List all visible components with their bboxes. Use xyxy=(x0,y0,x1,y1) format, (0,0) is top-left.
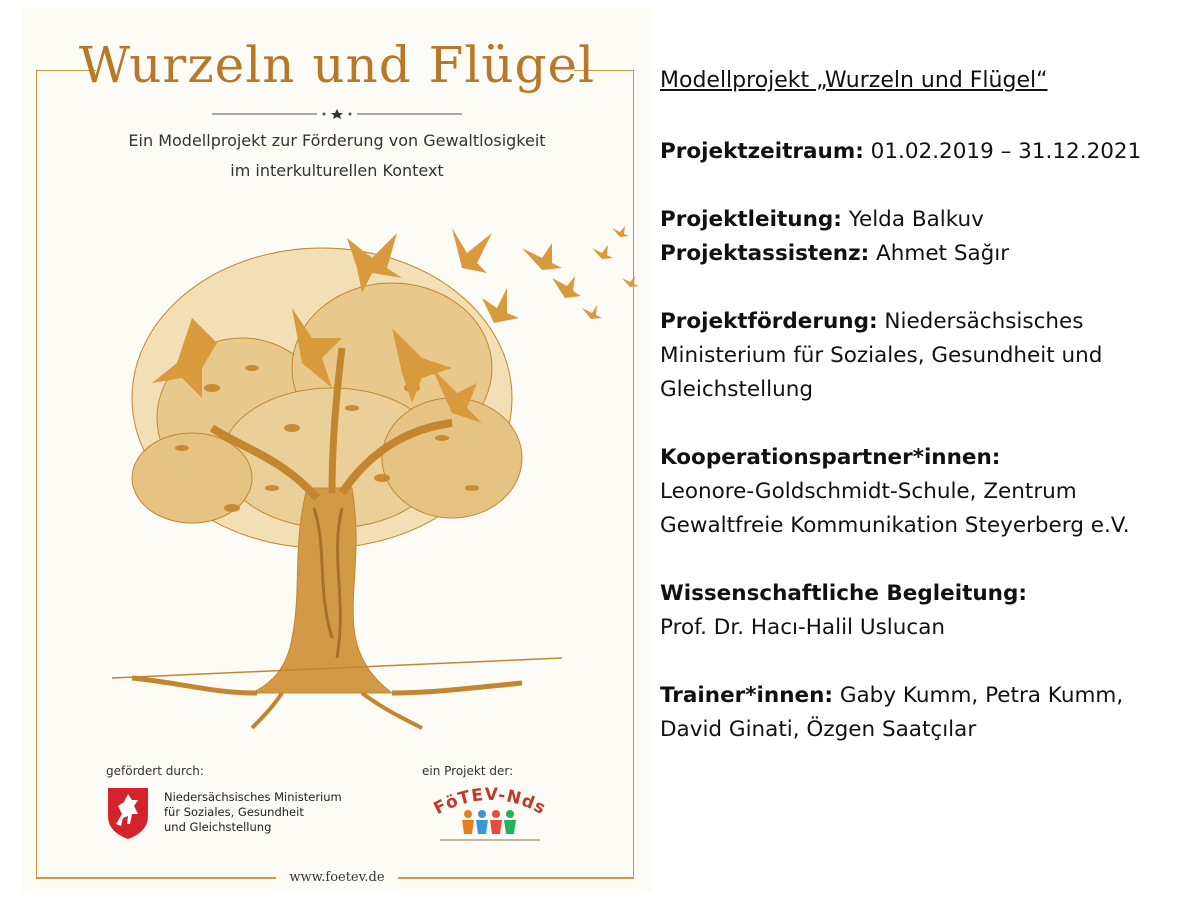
poster-subtitle-line1: Ein Modellprojekt zur Förderung von Gewaltlosigkeit xyxy=(128,131,546,150)
project-funding-line2: Ministerium für Soziales, Gesundheit und xyxy=(660,343,1103,368)
scientific-support-label: Wissenschaftliche Begleitung: xyxy=(660,581,1027,606)
project-assistant-value: Ahmet Sağır xyxy=(869,241,1010,266)
foetev-logo xyxy=(420,780,560,846)
website-link[interactable]: www.foetev.de xyxy=(289,870,385,885)
ministry-name xyxy=(164,790,394,835)
scientific-support xyxy=(660,577,1200,645)
ministry-name-line3: und Gleichstellung xyxy=(164,820,272,834)
project-funding xyxy=(660,305,1200,407)
ministry-name-line1: Niedersächsisches Ministerium xyxy=(164,790,342,804)
title-divider-icon xyxy=(212,108,462,120)
svg-text:FöTEV-Nds xyxy=(431,785,550,819)
info-title: Modellprojekt „Wurzeln und Flügel“ xyxy=(660,68,1048,93)
ministry-name-line2: für Soziales, Gesundheit xyxy=(164,805,304,819)
project-of-label: ein Projekt der: xyxy=(422,764,514,778)
trainers-line1: Gaby Kumm, Petra Kumm, xyxy=(833,683,1124,708)
project-lead xyxy=(660,203,1200,237)
project-info xyxy=(660,68,1200,747)
trainers-label: Trainer*innen: xyxy=(660,683,833,708)
poster-title: Wurzeln und Flügel xyxy=(78,36,596,94)
children-figures-icon xyxy=(462,810,516,834)
cooperation-partners-line2: Gewaltfreie Kommunikation Steyerberg e.V. xyxy=(660,513,1130,538)
cooperation-partners-label: Kooperationspartner*innen: xyxy=(660,445,1001,470)
project-assistant-label: Projektassistenz: xyxy=(660,241,870,266)
scientific-support-value: Prof. Dr. Hacı-Halil Uslucan xyxy=(660,615,946,640)
trainers xyxy=(660,679,1200,747)
project-team xyxy=(660,203,1200,271)
project-period-value: 01.02.2019 – 31.12.2021 xyxy=(863,139,1142,164)
project-lead-label: Projektleitung: xyxy=(660,207,842,232)
project-assistant xyxy=(660,237,1200,271)
poster xyxy=(22,8,652,892)
poster-subtitle-line2: im interkulturellen Kontext xyxy=(230,161,444,180)
trainers-line2: David Ginati, Özgen Saatçılar xyxy=(660,717,977,742)
project-lead-value: Yelda Balkuv xyxy=(841,207,984,232)
project-period-label: Projektzeitraum: xyxy=(660,139,864,164)
foetev-logo-text: FöTEV-Nds xyxy=(430,784,550,820)
tree-with-birds-illustration xyxy=(92,188,652,748)
poster-subtitle xyxy=(22,126,652,186)
funded-by-label: gefördert durch: xyxy=(106,764,204,778)
cooperation-partners-line1: Leonore-Goldschmidt-Schule, Zentrum xyxy=(660,479,1077,504)
project-period xyxy=(660,135,1200,169)
cooperation-partners xyxy=(660,441,1200,543)
lower-saxony-horse-crest-icon xyxy=(106,786,150,840)
project-funding-label: Projektförderung: xyxy=(660,309,878,334)
project-funding-line3: Gleichstellung xyxy=(660,377,813,402)
project-funding-line1: Niedersächsisches xyxy=(877,309,1084,334)
